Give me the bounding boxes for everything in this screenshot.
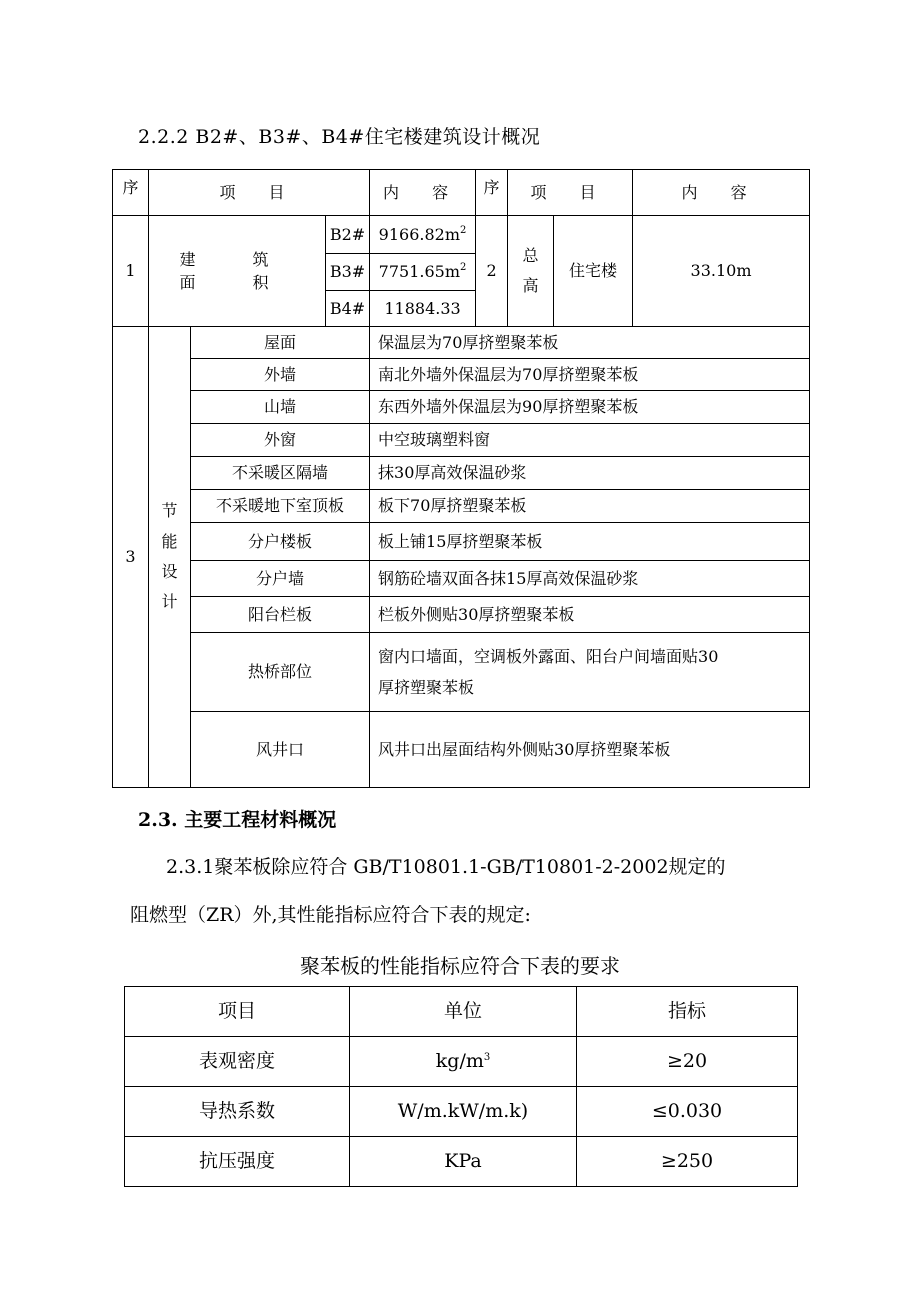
table-row [113,359,810,391]
section-heading-23: 2.3. 主要工程材料概况 [138,809,337,831]
energy-item-name: 不采暖区隔墙 [191,457,370,490]
row-item: 导热系数 [125,1087,350,1137]
energy-item-content: 东西外墙外保温层为90厚挤塑聚苯板 [370,391,810,424]
energy-item-content: 栏板外侧贴30厚挤塑聚苯板 [370,597,810,633]
building-b3-label: B3# [326,254,370,291]
table-row [113,457,810,490]
energy-item-name: 不采暖地下室顶板 [191,490,370,523]
energy-item-content: 保温层为70厚挤塑聚苯板 [370,327,810,359]
table-row [125,1087,798,1137]
table-header-row [113,170,810,216]
energy-item-content: 风井口出屋面结构外侧贴30厚挤塑聚苯板 [370,712,810,788]
table-row [125,1137,798,1187]
energy-item-name: 阳台栏板 [191,597,370,633]
row2-content: 33.10m [633,216,810,327]
table-row [113,424,810,457]
table-row [125,1037,798,1087]
header-seq: 序 [113,170,149,216]
energy-item-name: 分户墙 [191,561,370,597]
energy-item-content: 抹30厚高效保温砂浆 [370,457,810,490]
table-row [113,523,810,561]
energy-item-content: 南北外墙外保温层为70厚挤塑聚苯板 [370,359,810,391]
energy-item-name: 分户楼板 [191,523,370,561]
row2-subitem: 住宅楼 [554,216,633,327]
header-item-2: 项 目 [508,170,633,216]
table-row [113,633,810,712]
row-unit: $kg/m^3$ [350,1037,577,1087]
header-item: 项 目 [149,170,370,216]
paragraph-line-1: 2.3.1聚苯板除应符合 GB/T10801.1-GB/T10801-2-2002规定的 [166,856,726,878]
section-heading-222: 2.2.2 B2#、B3#、B4#住宅楼建筑设计概况 [138,126,541,148]
header-item: 项目 [125,987,350,1037]
header-content-2: 内 容 [633,170,810,216]
energy-item-content: 板上铺15厚挤塑聚苯板 [370,523,810,561]
row3-seq: 3 [113,327,149,788]
energy-item-content: 窗内口墙面，空调板外露面、阳台户间墙面贴30 厚挤塑聚苯板 [370,633,810,712]
header-value: 指标 [577,987,798,1037]
energy-design-group: 节 能 设 计 [149,327,191,788]
table-caption: 聚苯板的性能指标应符合下表的要求 [300,954,620,978]
energy-item-name: 外墙 [191,359,370,391]
energy-item-name: 外窗 [191,424,370,457]
table-row [113,391,810,424]
table-row [113,561,810,597]
table-row [113,597,810,633]
eps-performance-table [124,986,798,1187]
energy-item-name: 风井口 [191,712,370,788]
building-b4-label: B4# [326,291,370,327]
building-b2-area: $9166.82m^2$ [370,216,476,254]
energy-item-content: 钢筋砼墙双面各抹15厚高效保温砂浆 [370,561,810,597]
building-b4-area: 11884.33 [370,291,476,327]
row-value: ≤0.030 [577,1087,798,1137]
building-b3-area: $7751.65m^2$ [370,254,476,291]
header-unit: 单位 [350,987,577,1037]
header-seq-2: 序 [476,170,508,216]
row2-seq: 2 [476,216,508,327]
row-item: 抗压强度 [125,1137,350,1187]
header-content: 内 容 [370,170,476,216]
row1-item: 建 筑 面 积 [149,216,326,327]
energy-item-name: 热桥部位 [191,633,370,712]
table-header-row [125,987,798,1037]
paragraph-line-2: 阻燃型（ZR）外,其性能指标应符合下表的规定: [130,904,531,926]
energy-item-content: 中空玻璃塑料窗 [370,424,810,457]
table-row [113,490,810,523]
building-design-table [112,169,810,788]
energy-item-name: 山墙 [191,391,370,424]
row-unit: KPa [350,1137,577,1187]
row-unit: W/m.kW/m.k) [350,1087,577,1137]
row1-seq: 1 [113,216,149,327]
row-item: 表观密度 [125,1037,350,1087]
table-row [113,327,810,359]
row-value: ≥250 [577,1137,798,1187]
row2-item: 总 高 [508,216,554,327]
building-b2-label: B2# [326,216,370,254]
table-row [113,712,810,788]
table-row [113,216,810,254]
row-value: ≥20 [577,1037,798,1087]
energy-item-content: 板下70厚挤塑聚苯板 [370,490,810,523]
energy-item-name: 屋面 [191,327,370,359]
